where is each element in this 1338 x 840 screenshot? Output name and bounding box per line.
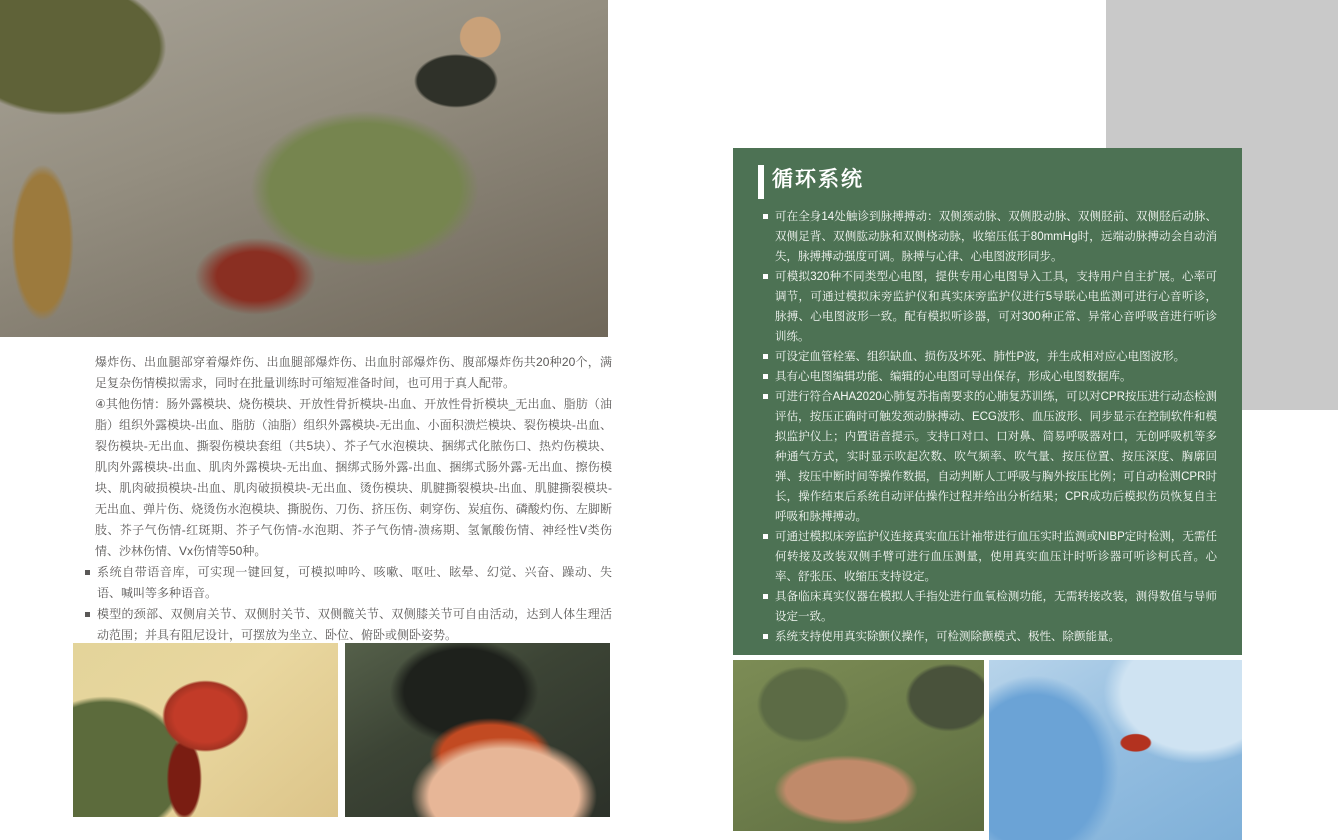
title-accent-bar [758,165,764,199]
wound-module-photo-2 [345,643,610,817]
feature-cpr-training: 可进行符合AHA2020心肺复苏指南要求的心肺复苏训练，可以对CPR按压进行动态检测评估，按压正确时可触发颈动脉搏动、ECG波形、血压波形、同步显示在控制软件和模拟监护仪上；内置语音提示。支持口对口、口对鼻、简易呼吸器对口，无创呼吸机等多种通气方式，实时显示吹起次数、吹气频率、吹气量、按压位置、按压深度、胸廓回弹、按压中断时间等操作数据，自动判断人工呼吸与胸外按压比例；可自动检测CPR时长，操作结束后系统自动评估操作过程并给出分析结果；CPR成功后模拟伤员恢复自主呼吸和脉搏搏动。 [775,387,1217,527]
paragraph-explosion-wounds: 爆炸伤、出血腿部穿着爆炸伤、出血腿部爆炸伤、出血肘部爆炸伤、腹部爆炸伤共20种20个，满足复杂伤情模拟需求，同时在批量训练时可缩短准备时间，也可用于真人配带。 [95,355,612,390]
feature-vascular-settings: 可设定血管栓塞、组织缺血、损伤及坏死、肺性P波，并生成相对应心电图波形。 [775,347,1217,367]
feature-blood-pressure: 可通过模拟床旁监护仪连接真实血压计袖带进行血压实时监测或NIBP定时检测，无需任何转接及改装双侧手臂可进行血压测量，使用真实血压计时听诊器可听诊柯氏音。心率、舒张压、收缩压支持设定。 [775,527,1217,587]
left-text-column [85,352,612,646]
bullet-voice-library: 系统自带语音库，可实现一键回复，可模拟呻吟、咳嗽、呕吐、眩晕、幻觉、兴奋、躁动、失语、喊叫等多种语音。 [85,562,612,604]
paragraph-other-wounds: ④其他伤情：肠外露模块、烧伤模块、开放性骨折模块-出血、开放性骨折模块_无出血、脂肪（油脂）组织外露模块-出血、脂肪（油脂）组织外露模块-无出血、小面积溃烂模块、裂伤模块-出血、裂伤模块-无出血、撕裂伤模块套组（共5块）、芥子气水泡模块、捆绑式化脓伤口、热灼伤模块、肌肉外露模块-出血、肌肉外露模块-无出血、捆绑式肠外露-出血、捆绑式肠外露-无出血、擦伤模块、肌肉破损模块-出血、肌肉破损模块-无出血、烫伤模块、肌腱撕裂模块-出血、肌腱撕裂模块-无出血、弹片伤、烧烫伤水泡模块、撕脱伤、刀伤、挤压伤、刺穿伤、炭疽伤、磷酸灼伤、左脚断肢、芥子气伤情-红斑期、芥子气伤情-水泡期、芥子气伤情-溃疡期、氢氰酸伤情、神经性V类伤情、沙林伤情、Vx伤情等50种。 [95,397,612,558]
section-title: 循环系统 [772,168,864,191]
bullet-joint-mobility: 模型的颈部、双侧肩关节、双侧肘关节、双侧髋关节、双侧膝关节可自由活动，达到人体生理活动范围；并具有阻尼设计，可摆放为坐立、卧位、俯卧或侧卧姿势。 [85,604,612,646]
surgical-procedure-photo [989,660,1242,840]
feature-ecg-simulation: 可模拟320种不同类型心电图，提供专用心电图导入工具，支持用户自主扩展。心率可调节，可通过模拟床旁监护仪和真实床旁监护仪进行5导联心电监测可进行心音听诊，脉搏、心电图波形一致。配有模拟听诊器，可对300种正常、异常心音呼吸音进行听诊训练。 [775,267,1217,347]
feature-ecg-editor: 具有心电图编辑功能、编辑的心电图可导出保存，形成心电图数据库。 [775,367,1217,387]
feature-spo2-detection: 具备临床真实仪器在模拟人手指处进行血氧检测功能，无需转接改装，测得数值与导师设定一致。 [775,587,1217,627]
feature-defibrillator: 系统支持使用真实除颤仪操作，可检测除颤模式、极性、除颤能量。 [775,627,1217,647]
circulation-system-panel [733,148,1242,655]
hero-mannequin-photo [0,0,608,337]
feature-pulse-palpation: 可在全身14处触诊到脉搏搏动：双侧颈动脉、双侧股动脉、双侧胫前、双侧胫后动脉、双侧足背、双侧肱动脉和双侧桡动脉，收缩压低于80mmHg时，远端动脉搏动会自动消失，脉搏搏动强度可调。脉搏与心律、心电图波形同步。 [775,207,1217,267]
field-care-photo [733,660,984,831]
wound-module-photo-1 [73,643,338,817]
circulation-feature-list [775,207,1217,647]
